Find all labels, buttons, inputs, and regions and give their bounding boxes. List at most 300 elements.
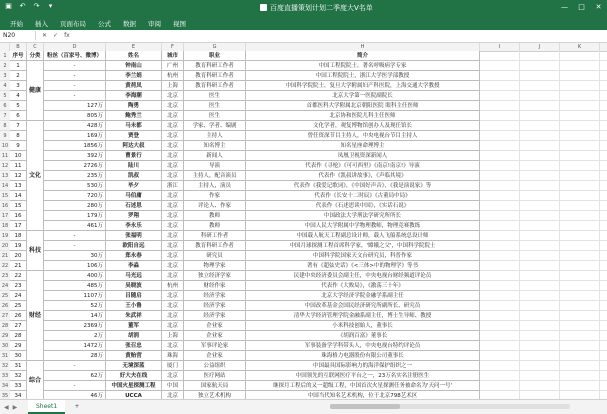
empty-cell[interactable] [560,281,600,291]
empty-cell[interactable] [520,141,560,151]
row-header[interactable]: 9 [0,131,10,141]
empty-cell[interactable] [600,161,607,171]
index-cell[interactable]: 1 [10,61,27,71]
cancel-icon[interactable]: ✕ [42,32,48,39]
fans-cell[interactable]: 30万 [44,251,106,261]
city-cell[interactable]: 北京 [162,311,184,321]
empty-cell[interactable] [480,241,520,251]
empty-cell[interactable] [600,241,607,251]
empty-cell[interactable] [520,251,560,261]
name-cell[interactable]: 李兰娟 [106,71,162,81]
city-cell[interactable]: 北京 [162,191,184,201]
index-cell[interactable]: 34 [10,391,27,401]
empty-cell[interactable] [520,121,560,131]
job-cell[interactable]: 科研工作者 [184,231,246,241]
city-cell[interactable]: 北京 [162,91,184,101]
job-cell[interactable]: 经济学家 [184,291,246,301]
empty-cell[interactable] [600,181,607,191]
job-cell[interactable]: 医生 [184,101,246,111]
intro-cell[interactable]: 小米科技创始人，董事长 [246,321,480,331]
empty-cell[interactable] [560,101,600,111]
empty-cell[interactable] [560,251,600,261]
intro-cell[interactable]: 珠海格力电器股份有限公司董事长 [246,351,480,361]
empty-cell[interactable] [520,361,560,371]
job-cell[interactable]: 教育科研工作者 [184,81,246,91]
empty-cell[interactable] [600,331,607,341]
index-cell[interactable]: 13 [10,181,27,191]
intro-cell[interactable]: 中国月球探测工程首席科学家，'嫦娥之父'，中国科学院院士 [246,241,480,251]
empty-cell[interactable] [480,191,520,201]
empty-cell[interactable] [560,121,600,131]
empty-cell[interactable] [560,381,600,391]
name-cell[interactable]: 黄贻营 [106,351,162,361]
ribbon-tab[interactable]: 视图 [173,20,186,28]
fans-cell[interactable]: - [44,231,106,241]
name-cell[interactable]: 曹景行 [106,151,162,161]
index-cell[interactable]: 3 [10,81,27,91]
row-header[interactable]: 21 [1,253,9,259]
job-cell[interactable]: 经济学家 [184,311,246,321]
horizontal-scrollbar[interactable] [330,404,570,409]
empty-cell[interactable] [480,231,520,241]
city-cell[interactable]: 北京 [162,321,184,331]
index-cell[interactable]: 26 [10,311,27,321]
name-cell[interactable]: 董军 [106,321,162,331]
job-cell[interactable]: 企业家 [184,351,246,361]
ribbon-tab[interactable]: 公式 [98,20,111,28]
empty-cell[interactable] [520,81,560,91]
empty-cell[interactable] [520,191,560,201]
index-cell[interactable]: 23 [10,281,27,291]
index-cell[interactable]: 8 [10,131,27,141]
row-header[interactable]: 23 [1,273,9,279]
job-cell[interactable]: 经济学家 [184,301,246,311]
city-cell[interactable]: 北京 [162,231,184,241]
name-cell[interactable]: 马伯庸 [106,191,162,201]
row-header[interactable]: 4 [0,81,10,91]
city-cell[interactable]: 厦门 [162,361,184,371]
empty-cell[interactable] [520,311,560,321]
empty-cell[interactable] [600,281,607,291]
empty-cell[interactable] [560,291,600,301]
redo-icon[interactable]: ↷ [33,2,40,10]
header-cell[interactable]: 粉丝（百家号、微博） [44,51,106,61]
index-cell[interactable]: 6 [10,111,27,121]
empty-cell[interactable] [520,211,560,221]
job-cell[interactable]: 医生 [184,91,246,101]
empty-cell[interactable] [600,271,607,281]
intro-cell[interactable]: 首都医科大学附属北京朝阳医院 眼科主任医师 [246,101,480,111]
empty-cell[interactable] [600,171,607,181]
empty-cell[interactable] [480,181,520,191]
maximize-icon[interactable]: □ [578,3,585,11]
fans-cell[interactable]: 179万 [44,211,106,221]
row-header[interactable]: 1 [0,51,10,61]
empty-cell[interactable] [560,351,600,361]
name-cell[interactable]: 朱武祥 [106,311,162,321]
name-cell[interactable]: 无境深蓝 [106,361,162,371]
fans-cell[interactable]: - [44,361,106,371]
empty-cell[interactable] [480,131,520,141]
fans-cell[interactable]: 235万 [44,171,106,181]
empty-cell[interactable] [600,261,607,271]
city-cell[interactable]: 北京 [162,271,184,281]
city-cell[interactable]: 北京 [162,141,184,151]
fans-cell[interactable]: 2万 [44,331,106,341]
intro-cell[interactable]: 文化学者，观复博物馆创办人及现任馆长 [246,121,480,131]
job-cell[interactable]: 企业家 [184,321,246,331]
empty-cell[interactable] [560,361,600,371]
empty-cell[interactable] [480,281,520,291]
empty-cell[interactable] [520,221,560,231]
empty-cell[interactable] [480,71,520,81]
minimize-icon[interactable]: — [561,3,568,11]
empty-cell[interactable] [560,181,600,191]
job-cell[interactable]: 研究员 [184,251,246,261]
row-header[interactable]: 32 [1,363,9,369]
empty-cell[interactable] [560,71,600,81]
job-cell[interactable]: 作家 [184,191,246,201]
name-cell[interactable]: 郑永春 [106,251,162,261]
city-cell[interactable]: 北京 [162,241,184,251]
intro-cell[interactable]: 中国工程院院士，著名呼吸病学专家 [246,61,480,71]
name-cell[interactable]: 贾登 [106,131,162,141]
empty-cell[interactable] [560,151,600,161]
fans-cell[interactable]: 485万 [44,281,106,291]
row-header[interactable]: 25 [1,293,9,299]
empty-cell[interactable] [480,151,520,161]
ribbon-tab[interactable]: 数据 [123,20,136,28]
fans-cell[interactable]: - [44,71,106,81]
empty-cell[interactable] [560,171,600,181]
fans-cell[interactable]: 280万 [44,201,106,211]
empty-cell[interactable] [560,311,600,321]
empty-cell[interactable] [600,101,607,111]
empty-cell[interactable] [480,381,520,391]
empty-cell[interactable] [560,141,600,151]
index-cell[interactable]: 21 [10,261,27,271]
row-header[interactable]: 24 [1,283,9,289]
empty-cell[interactable] [480,61,520,71]
fans-cell[interactable]: 1107万 [44,291,106,301]
name-cell[interactable]: UCCA [106,391,162,401]
row-header[interactable]: 2 [0,61,10,71]
row-header[interactable]: 7 [0,111,10,121]
intro-cell[interactable]: 中国科学院国家天文台研究员，科普作家 [246,251,480,261]
city-cell[interactable]: 北京 [162,221,184,231]
city-cell[interactable]: 北京 [162,371,184,381]
empty-cell[interactable] [520,291,560,301]
category-cell[interactable]: 文化 [27,121,44,231]
index-cell[interactable]: 16 [10,211,27,221]
index-cell[interactable]: 19 [10,241,27,251]
empty-cell[interactable] [520,111,560,121]
name-cell[interactable]: 李海潮 [106,91,162,101]
row-header[interactable]: 11 [1,153,9,159]
job-cell[interactable]: 公益组织 [184,361,246,371]
header-cell[interactable]: 简介 [246,51,480,61]
empty-cell[interactable] [480,311,520,321]
name-cell[interactable]: 马光远 [106,271,162,281]
category-cell[interactable]: 健康 [27,61,44,121]
job-cell[interactable]: 教育科研工作者 [184,61,246,71]
row-header[interactable]: 3 [0,71,10,81]
header-cell[interactable]: 城市 [162,51,184,61]
name-cell[interactable]: 胡润 [106,331,162,341]
row-header[interactable]: 35 [1,393,9,399]
name-cell[interactable]: 王小鲁 [106,301,162,311]
empty-cell[interactable] [560,341,600,351]
job-cell[interactable]: 知名博主 [184,141,246,151]
ribbon-tab[interactable]: 审阅 [148,20,161,28]
index-cell[interactable]: 9 [10,141,27,151]
empty-cell[interactable] [600,211,607,221]
intro-cell[interactable]: 代表作《石述思谈中国》，《实话石说》 [246,201,480,211]
row-header[interactable]: 12 [1,163,9,169]
save-icon[interactable]: ▣ [5,2,12,10]
job-cell[interactable]: 主持人，配音演员 [184,171,246,181]
job-cell[interactable]: 军事评论家 [184,341,246,351]
empty-cell[interactable] [560,271,600,281]
index-cell[interactable]: 5 [10,101,27,111]
prev-sheet-icon[interactable]: ◀ [4,404,9,411]
empty-cell[interactable] [560,331,600,341]
index-cell[interactable]: 25 [10,301,27,311]
empty-cell[interactable] [520,281,560,291]
intro-cell[interactable]: 代表作《大败局》，《激荡三十年》 [246,281,480,291]
name-cell[interactable]: 凯叔 [106,171,162,181]
index-cell[interactable]: 32 [10,371,27,381]
empty-cell[interactable] [600,361,607,371]
sheet-tab-active[interactable]: Sheet1 [28,400,65,414]
intro-cell[interactable]: 继探月工程后的又一超级工程，中国首次火星探测任务被命名为'天问一号' [246,381,480,391]
row-header[interactable]: 26 [1,303,9,309]
index-cell[interactable]: 17 [10,221,27,231]
index-cell[interactable]: 24 [10,291,27,301]
name-cell[interactable]: 好大夫在线 [106,371,162,381]
header-cell[interactable]: 分类 [27,51,44,61]
intro-cell[interactable]: 中国改革基金会国民经济研究所副所长、研究员 [246,301,480,311]
row-header[interactable]: 8 [0,121,10,131]
row-header[interactable]: 22 [1,263,9,269]
empty-cell[interactable] [600,71,607,81]
empty-cell[interactable] [600,121,607,131]
row-header[interactable]: 30 [1,343,9,349]
city-cell[interactable]: 北京 [162,171,184,181]
empty-cell[interactable] [520,131,560,141]
row-header[interactable]: 6 [0,101,10,111]
empty-cell[interactable] [480,81,520,91]
column-header[interactable]: K [560,43,600,51]
job-cell[interactable]: 企业家 [184,331,246,341]
empty-cell[interactable] [560,221,600,231]
city-cell[interactable]: 上海 [162,81,184,91]
column-header[interactable] [0,43,10,51]
intro-cell[interactable]: 清华大学经济管理学院金融系副主任，博士生导师、教授 [246,311,480,321]
empty-cell[interactable] [560,51,600,61]
intro-cell[interactable]: 军事装备学学科带头人，中央电视台特约评论员 [246,341,480,351]
empty-cell[interactable] [600,111,607,121]
empty-cell[interactable] [480,111,520,121]
empty-cell[interactable] [520,381,560,391]
ribbon-tab[interactable]: 开始 [10,20,23,28]
empty-cell[interactable] [600,351,607,361]
fans-cell[interactable]: 14万 [44,311,106,321]
empty-cell[interactable] [480,161,520,171]
name-box[interactable]: N20 [3,31,36,40]
city-cell[interactable]: 北京 [162,101,184,111]
empty-cell[interactable] [600,231,607,241]
empty-cell[interactable] [520,151,560,161]
empty-cell[interactable] [480,91,520,101]
intro-cell[interactable]: 中国人民大学附属中学物理教师，物理竞赛教练 [246,221,480,231]
name-cell[interactable]: 欧阳自远 [106,241,162,251]
empty-cell[interactable] [480,251,520,261]
intro-cell[interactable]: 民建中央经济委员会副主任，中央电视台财经频道评论员 [246,271,480,281]
job-cell[interactable]: 教师 [184,221,246,231]
city-cell[interactable]: 浙江 [162,181,184,191]
empty-cell[interactable] [600,381,607,391]
row-header[interactable]: 17 [1,213,9,219]
row-header[interactable]: 33 [1,373,9,379]
row-header[interactable]: 27 [1,313,9,319]
city-cell[interactable]: 杭州 [162,281,184,291]
close-icon[interactable]: ✕ [595,3,602,11]
intro-cell[interactable]: 知名星座命理博主 [246,141,480,151]
empty-cell[interactable] [520,331,560,341]
job-cell[interactable]: 学家、学者、编剧 [184,121,246,131]
empty-cell[interactable] [560,161,600,171]
empty-cell[interactable] [520,51,560,61]
empty-cell[interactable] [600,221,607,231]
intro-cell[interactable]: 代表作《凯叔讲故事》，《声临其境》 [246,171,480,181]
intro-cell[interactable]: 代表作《寻枪》《可可西里》《南京!南京!》导演 [246,161,480,171]
empty-cell[interactable] [480,261,520,271]
empty-cell[interactable] [560,261,600,271]
name-cell[interactable]: 中国火星探测工程 [106,381,162,391]
city-cell[interactable]: 北京 [162,151,184,161]
intro-cell[interactable]: 《胡润百富》董事长 [246,331,480,341]
name-cell[interactable]: 陶勇 [106,101,162,111]
fans-cell[interactable]: 428万 [44,121,106,131]
empty-cell[interactable] [520,241,560,251]
empty-cell[interactable] [520,231,560,241]
empty-cell[interactable] [520,371,560,381]
fans-cell[interactable]: - [44,241,106,251]
customize-icon[interactable]: ▾ [48,2,53,10]
fans-cell[interactable]: 461万 [44,221,106,231]
row-header[interactable]: 19 [1,233,9,239]
job-cell[interactable]: 独立经济学家 [184,271,246,281]
index-cell[interactable]: 12 [10,171,27,181]
empty-cell[interactable] [600,141,607,151]
empty-cell[interactable] [560,231,600,241]
empty-cell[interactable] [480,321,520,331]
empty-cell[interactable] [560,321,600,331]
intro-cell[interactable]: 凤凰卫视资深新闻人 [246,151,480,161]
name-cell[interactable]: 马未都 [106,121,162,131]
city-cell[interactable]: 北京 [162,211,184,221]
empty-cell[interactable] [600,91,607,101]
index-cell[interactable]: 29 [10,341,27,351]
fans-cell[interactable]: 400万 [44,271,106,281]
empty-cell[interactable] [560,371,600,381]
category-cell[interactable]: 综合 [27,361,44,401]
name-cell[interactable]: 毕夕 [106,181,162,191]
scroll-thumb[interactable] [330,404,400,409]
empty-cell[interactable] [480,101,520,111]
fans-cell[interactable]: 28万 [44,351,106,361]
ribbon-tab[interactable]: 页面布局 [60,20,86,28]
city-cell[interactable]: 中国 [162,381,184,391]
empty-cell[interactable] [560,61,600,71]
empty-cell[interactable] [520,271,560,281]
index-cell[interactable]: 27 [10,321,27,331]
job-cell[interactable]: 主持人 [184,131,246,141]
intro-cell[interactable]: 中国工程院院士，浙江大学医学部教授 [246,71,480,81]
fans-cell[interactable]: 805万 [44,111,106,121]
fans-cell[interactable]: 169万 [44,131,106,141]
job-cell[interactable]: 新闻人 [184,151,246,161]
city-cell[interactable]: 北京 [162,111,184,121]
city-cell[interactable]: 北京 [162,251,184,261]
name-cell[interactable]: 张福明 [106,231,162,241]
intro-cell[interactable]: 著有《超弦史话》《<三体>中的物理学》等书 [246,261,480,271]
column-header[interactable]: I [480,43,520,51]
empty-cell[interactable] [480,371,520,381]
city-cell[interactable]: 北京 [162,291,184,301]
empty-cell[interactable] [600,341,607,351]
column-header[interactable]: G [184,43,246,51]
job-cell[interactable]: 财经作家 [184,281,246,291]
row-header[interactable]: 13 [1,173,9,179]
intro-cell[interactable]: 北京协和医院儿科主任医师 [246,111,480,121]
fans-cell[interactable]: 2369万 [44,321,106,331]
city-cell[interactable]: 北京 [162,161,184,171]
empty-cell[interactable] [480,171,520,181]
add-sheet-button[interactable]: + [74,403,80,410]
index-cell[interactable]: 11 [10,161,27,171]
city-cell[interactable]: 北京 [162,301,184,311]
empty-cell[interactable] [600,201,607,211]
city-cell[interactable]: 杭州 [162,71,184,81]
row-header[interactable]: 31 [1,353,9,359]
city-cell[interactable]: 北京 [162,391,184,401]
empty-cell[interactable] [560,211,600,221]
header-cell[interactable]: 姓名 [106,51,162,61]
empty-cell[interactable] [480,351,520,361]
intro-cell[interactable]: 中国当代知名艺术机构，位于北京798艺术区 [246,391,480,401]
index-cell[interactable]: 20 [10,251,27,261]
city-cell[interactable]: 北京 [162,341,184,351]
fans-cell[interactable]: 530万 [44,181,106,191]
fans-cell[interactable]: 62万 [44,371,106,381]
fans-cell[interactable]: - [44,81,106,91]
empty-cell[interactable] [560,131,600,141]
row-header[interactable]: 10 [1,143,9,149]
empty-cell[interactable] [600,81,607,91]
job-cell[interactable]: 主持人，演员 [184,181,246,191]
intro-cell[interactable]: 北京大学第一医院副院长 [246,91,480,101]
row-header[interactable]: 16 [1,203,9,209]
index-cell[interactable]: 14 [10,191,27,201]
index-cell[interactable]: 18 [10,231,27,241]
city-cell[interactable]: 北京 [162,261,184,271]
empty-cell[interactable] [600,301,607,311]
job-cell[interactable]: 独立艺术机构 [184,391,246,401]
empty-cell[interactable] [480,301,520,311]
empty-cell[interactable] [480,271,520,281]
